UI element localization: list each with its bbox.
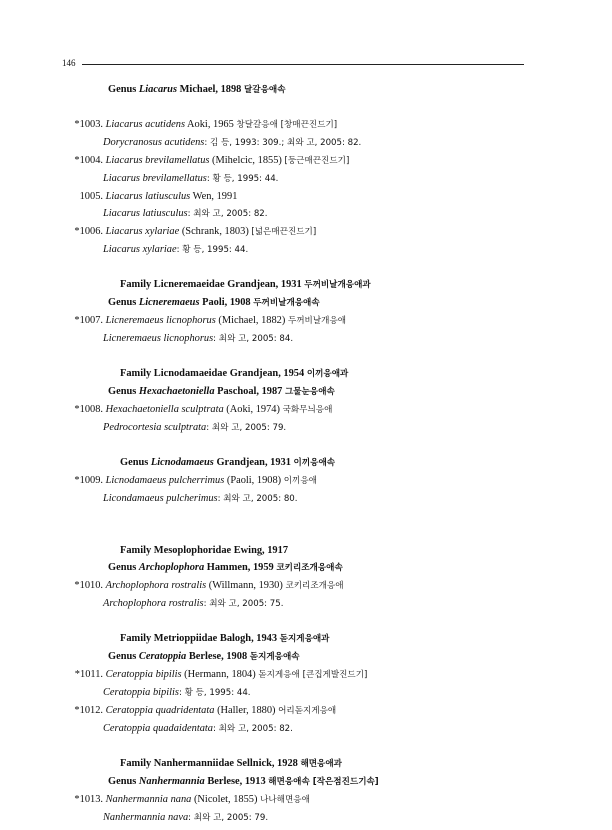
synonym-line: Dorycranosus acutidens: 김 등, 1993: 309.; 최와 고, 2005: 82. — [103, 137, 362, 148]
synonym-line: Ceratoppia quadaidentata: 최와 고, 2005: 82. — [103, 723, 293, 734]
genus-heading-licnodamaeus: Genus Licnodamaeus Grandjean, 1931 이끼응애속 — [120, 457, 336, 468]
family-heading-licnodamaeidae: Family Licnodamaeidae Grandjean, 1954 이끼응애과 — [120, 368, 349, 379]
family-heading-licneremaeidae: Family Licneremaeidae Grandjean, 1931 두꺼비날개응애과 — [120, 279, 371, 290]
genus-heading-liacarus: Genus Liacarus Michael, 1898 달갈응애속 — [108, 84, 286, 95]
synonym-line: Ceratoppia bipilis: 황 등, 1995: 44. — [103, 687, 251, 698]
species-entry-1006: *1006. Liacarus xylariae (Schrank, 1803) [넓은매끈진드기] — [74, 226, 317, 237]
genus-heading-nanhermannia: Genus Nanhermannia Berlese, 1913 해면응애속 [작은점진드기속] — [108, 776, 379, 787]
species-entry-1004: *1004. Liacarus brevilamellatus (Mihelcic, 1855) [둥근매끈진드기] — [74, 155, 350, 166]
synonym-line: Archoplophora rostralis: 최와 고, 2005: 75. — [103, 598, 284, 609]
synonym-line: Nanhermannia nava: 최와 고, 2005: 79. — [103, 812, 269, 823]
species-entry-1008: *1008. Hexachaetoniella sculptrata (Aoki, 1974) 국화무늬응애 — [74, 404, 333, 415]
species-entry-1005: 1005. Liacarus latiusculus Wen, 1991 — [79, 191, 238, 202]
species-entry-1011: *1011. Ceratoppia bipilis (Hermann, 1804) 돋지게응애 [큰집게발진드기] — [74, 669, 368, 680]
genus-heading-ceratoppia: Genus Ceratoppia Berlese, 1908 돋지게응애속 — [108, 651, 300, 662]
synonym-line: Licondamaeus pulcherimus: 최와 고, 2005: 80. — [103, 493, 298, 504]
page-number: 146 — [62, 58, 76, 68]
species-entry-1007: *1007. Licneremaeus licnophorus (Michael, 1882) 두꺼비날개응애 — [74, 315, 347, 326]
genus-heading-hexachaetoniella: Genus Hexachaetoniella Paschoal, 1987 그물눈응애속 — [108, 386, 335, 397]
species-entry-1009: *1009. Licnodamaeus pulcherrimus (Paoli, 1908) 이끼응애 — [74, 475, 317, 486]
synonym-line: Licneremaeus licnophorus: 최와 고, 2005: 84. — [103, 333, 294, 344]
species-entry-1012: *1012. Ceratoppia quadridentata (Haller, 1880) 어리돋지게응애 — [74, 705, 337, 716]
genus-heading-licneremaeus: Genus Licneremaeus Paoli, 1908 두꺼비날개응애속 — [108, 297, 320, 308]
genus-heading-archoplophora: Genus Archoplophora Hammen, 1959 코키리조개응애속 — [108, 562, 343, 573]
species-entry-1003: *1003. Liacarus acutidens Aoki, 1965 창달갈응애 [창매끈진드기] — [74, 119, 338, 130]
header-rule — [82, 64, 524, 65]
family-heading-nanhermanniidae: Family Nanhermanniidae Sellnick, 1928 해면응애과 — [120, 758, 342, 769]
synonym-line: Pedrocortesia sculptrata: 최와 고, 2005: 79. — [103, 422, 287, 433]
family-heading-metrioppiidae: Family Metrioppiidae Balogh, 1943 돋지게응애과 — [120, 633, 330, 644]
synonym-line: Liacarus latiusculus: 최와 고, 2005: 82. — [103, 208, 268, 219]
synonym-line: Liacarus xylariae: 황 등, 1995: 44. — [103, 244, 249, 255]
synonym-line: Liacarus brevilamellatus: 황 등, 1995: 44. — [103, 173, 279, 184]
family-heading-mesoplophoridae: Family Mesoplophoridae Ewing, 1917 — [120, 545, 289, 556]
species-entry-1010: *1010. Archoplophora rostralis (Willmann, 1930) 코키리조개응애 — [74, 580, 344, 591]
taxon-list — [0, 81, 612, 827]
species-entry-1013: *1013. Nanhermannia nana (Nicolet, 1855) 나나해면응애 — [74, 794, 310, 805]
